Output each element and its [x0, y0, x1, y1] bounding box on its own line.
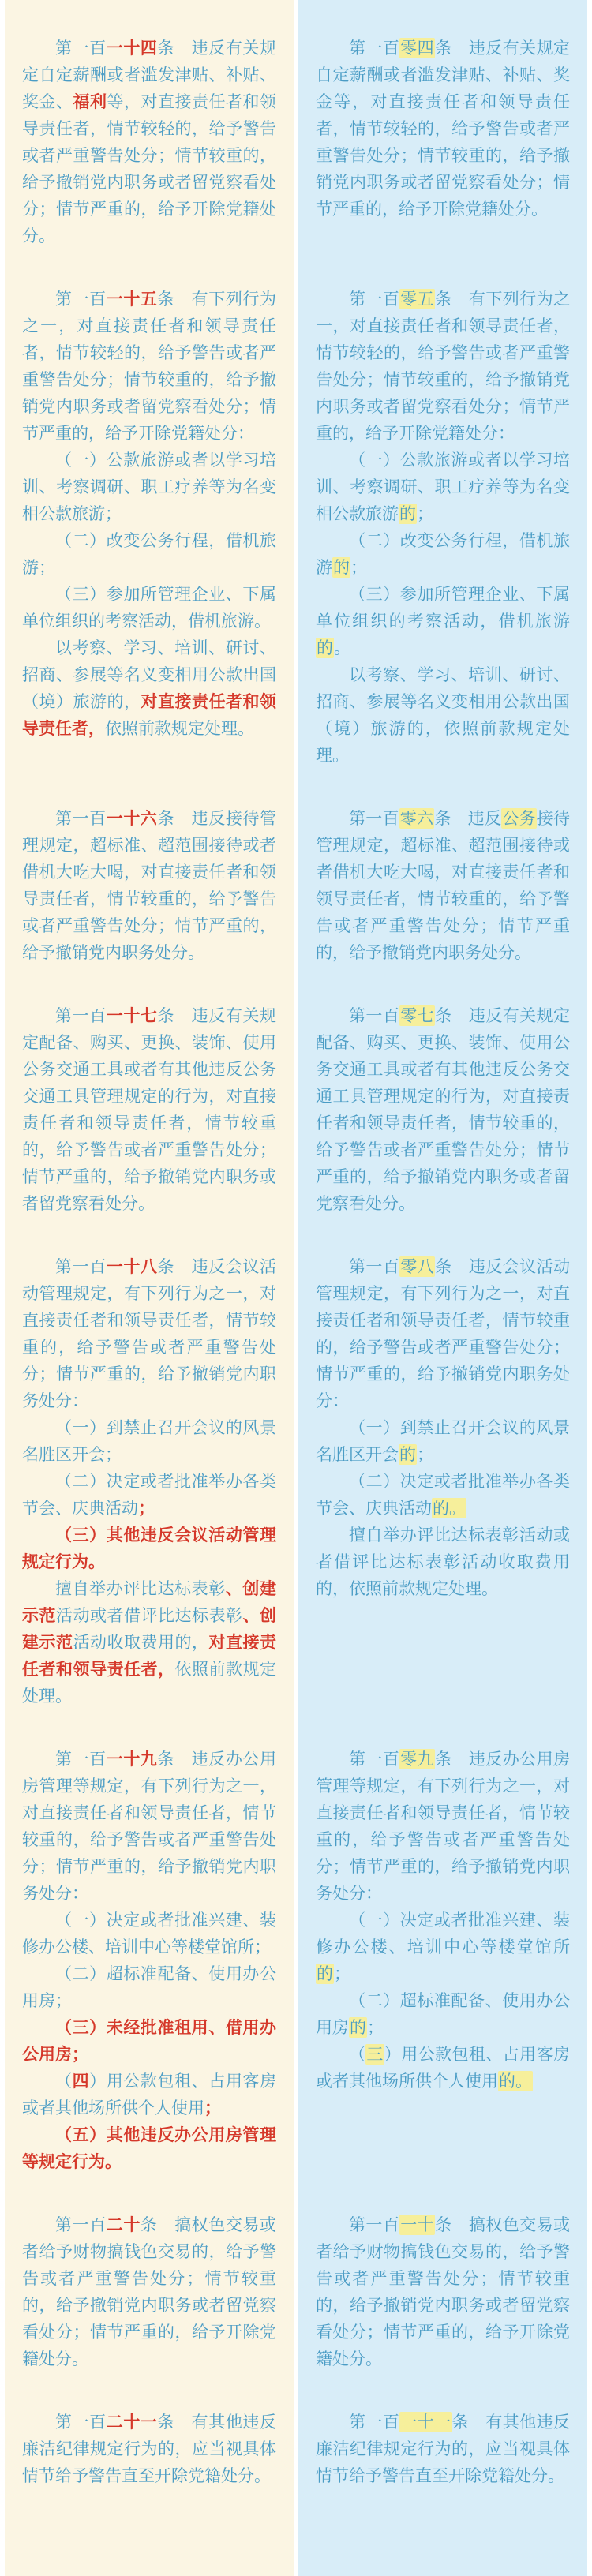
emphasis-removed-segment: 对直接责任者和领导责任者，	[22, 1633, 276, 1679]
emphasis-removed-segment: 一十五	[106, 290, 158, 309]
comparison-row	[5, 2211, 587, 2409]
article-paragraph	[22, 1907, 276, 1960]
text-segment: 第一百	[349, 2413, 400, 2432]
text-segment: 条 违反有关规定自定薪酬或者滥发津贴、补贴、奖金、	[22, 39, 276, 111]
highlight-added-segment: 零六	[399, 809, 434, 828]
article-paragraph	[22, 35, 276, 249]
article-paragraph	[22, 2409, 276, 2489]
article-block	[22, 1253, 276, 1709]
article-paragraph	[22, 1522, 276, 1575]
emphasis-removed-segment: （三）未经批准租用、借用办公用房；	[22, 2018, 276, 2064]
article-paragraph	[22, 1253, 276, 1414]
text-segment: ；	[350, 558, 367, 577]
old-version-cell	[5, 2409, 294, 2576]
emphasis-removed-segment: 二十	[106, 2215, 141, 2234]
article-block	[22, 2211, 276, 2372]
text-segment: 第一百	[349, 39, 400, 58]
comparison-row	[5, 0, 587, 286]
highlight-added-segment: 的	[399, 1445, 416, 1464]
article-paragraph	[316, 1522, 570, 1602]
article-paragraph	[316, 527, 570, 581]
emphasis-removed-segment: 二十一	[106, 2413, 158, 2432]
article-paragraph	[22, 581, 276, 635]
comparison-row	[5, 1002, 587, 1253]
emphasis-removed-segment: 一十六	[106, 809, 158, 828]
highlight-added-segment: 三	[366, 2045, 384, 2064]
new-version-cell	[298, 286, 587, 805]
article-block	[22, 35, 276, 249]
text-segment: 第一百	[55, 1006, 107, 1025]
text-segment: （二）改变公务行程，借机旅游；	[22, 531, 276, 577]
highlight-added-segment: 的	[399, 504, 416, 523]
article-paragraph	[22, 2211, 276, 2372]
article-block	[22, 805, 276, 966]
article-block	[22, 286, 276, 742]
highlight-added-segment: 的	[333, 558, 350, 577]
article-block	[316, 2409, 570, 2489]
emphasis-removed-segment: （五）其他违反办公用房管理等规定行为。	[22, 2125, 276, 2171]
text-segment: （二）超标准配备、使用办公用房；	[22, 1964, 276, 2010]
text-segment: 以考察、学习、培训、研讨、招商、参展等名义变相用公款出国（境）旅游的，	[22, 638, 276, 711]
old-version-cell	[5, 805, 294, 1002]
text-segment: （二）超标准配备、使用办公用房	[316, 1991, 570, 2037]
emphasis-removed-segment: 、创建示范	[22, 1579, 277, 1625]
text-segment: （	[349, 2045, 366, 2064]
text-segment: 条 违反会议活动管理规定，有下列行为之一，对直接责任者和领导责任者，情节较重的，给予警告或者严重警告处分；情节严重的，给予撤销党内职务处分：	[316, 1257, 571, 1410]
highlight-added-segment: 一十	[400, 2215, 435, 2234]
comparison-row	[5, 1746, 587, 2211]
comparison-table	[5, 0, 587, 2576]
text-segment: （一）决定或者批准兴建、装修办公楼、培训中心等楼堂馆所；	[22, 1911, 276, 1956]
article-paragraph	[22, 635, 276, 742]
text-segment: （二）决定或者批准举办各类节会、庆典活动	[316, 1472, 570, 1518]
text-segment: ；	[417, 1445, 433, 1464]
text-segment: 第一百	[349, 2215, 400, 2234]
article-paragraph	[22, 2121, 276, 2175]
text-segment: 条 有其他违反廉洁纪律规定行为的，应当视具体情节给予警告直至开除党籍处分。	[316, 2413, 570, 2485]
article-paragraph	[316, 2211, 570, 2372]
article-paragraph	[316, 1253, 570, 1414]
emphasis-removed-segment: 一十八	[106, 1257, 158, 1276]
article-block	[316, 1002, 570, 1217]
article-paragraph	[316, 1468, 570, 1522]
text-segment: 条 违反有关规定配备、购买、更换、装饰、使用公务交通工具或者有其他违反公务交通工具管理规定的行为，对直接责任者和领导责任者，情节较重的，给予警告或者严重警告处分；情节严重的，给予撤销党内职务或者留党察看处分。	[22, 1006, 276, 1213]
highlight-added-segment: 一十一	[400, 2413, 451, 2432]
text-segment: 条 违反会议活动管理规定，有下列行为之一，对直接责任者和领导责任者，情节较重的，给予警告或者严重警告处分；情节严重的，给予撤销党内职务处分：	[22, 1257, 276, 1410]
emphasis-removed-segment: （三）其他违反会议活动管理规定行为。	[22, 1526, 276, 1571]
new-version-cell	[298, 2409, 587, 2576]
highlight-added-segment: 零九	[400, 1750, 435, 1769]
text-segment: 依照前款规定处理。	[22, 1660, 276, 1705]
text-segment: 第一百	[349, 1750, 400, 1769]
comparison-row	[5, 286, 587, 805]
article-paragraph	[316, 1746, 570, 1907]
text-segment: 第一百	[55, 290, 107, 309]
text-segment: 条 违反接待管理规定，超标准、超范围接待或者借机大吃大喝，对直接责任者和领导责任者，情节较重的，给予警告或者严重警告处分；情节严重的，给予撤销党内职务处分。	[22, 809, 276, 962]
text-segment: 接待管理规定，超标准、超范围接待或者借机大吃大喝，对直接责任者和领导责任者，情节较重的，给予警告或者严重警告处分；情节严重的，给予撤销党内职务处分。	[316, 809, 570, 962]
highlight-added-segment: 零四	[400, 39, 435, 58]
article-paragraph	[316, 2409, 570, 2489]
emphasis-removed-segment: ；	[138, 1499, 155, 1518]
text-segment: （三）参加所管理企业、下属单位组织的考察活动，借机旅游	[316, 585, 570, 631]
article-block	[22, 1002, 276, 1217]
article-paragraph	[316, 286, 570, 447]
comparison-row	[5, 805, 587, 1002]
text-segment: ；	[334, 1964, 350, 1983]
text-segment: （一）公款旅游或者以学习培训、考察调研、职工疗养等为名变相公款旅游	[316, 451, 570, 523]
emphasis-removed-segment: 、创建示范	[22, 1606, 276, 1652]
old-version-cell	[5, 2211, 294, 2409]
text-segment: 第一百	[349, 1257, 400, 1276]
old-version-cell	[5, 1002, 294, 1253]
text-segment: 条 违反	[434, 809, 502, 828]
text-segment: 第一百	[55, 2413, 107, 2432]
article-block	[22, 2409, 276, 2489]
text-segment: 条 搞权色交易或者给予财物搞钱色交易的，给予警告或者严重警告处分；情节较重的，给予撤销党内职务或者留党察看处分；情节严重的，给予开除党籍处分。	[316, 2215, 571, 2368]
article-paragraph	[316, 1414, 570, 1468]
article-paragraph	[22, 1468, 276, 1522]
text-segment: 第一百	[349, 1006, 400, 1025]
article-paragraph	[22, 286, 276, 447]
text-segment: （二）决定或者批准举办各类节会、庆典活动	[22, 1472, 276, 1518]
text-segment: 条 有其他违反廉洁纪律规定行为的，应当视具体情节给予警告直至开除党籍处分。	[22, 2413, 276, 2485]
article-block	[316, 2211, 570, 2372]
text-segment: （一）到禁止召开会议的风景名胜区开会；	[22, 1418, 276, 1464]
article-block	[316, 286, 570, 769]
text-segment: 擅自举办评比达标表彰	[55, 1579, 226, 1598]
new-version-cell	[298, 1746, 587, 2211]
new-version-cell	[298, 805, 587, 1002]
text-segment: 。	[334, 638, 350, 657]
highlight-added-segment: 零八	[400, 1257, 435, 1276]
text-segment: 第一百	[55, 2215, 107, 2234]
text-segment: （二）改变公务行程，借机旅游	[316, 531, 570, 577]
highlight-added-segment: 零七	[400, 1006, 435, 1025]
emphasis-removed-segment: 四	[72, 2072, 90, 2091]
text-segment: 第一百	[55, 809, 107, 828]
article-paragraph	[22, 2068, 276, 2121]
article-block	[316, 35, 570, 223]
comparison-row	[5, 2409, 587, 2576]
text-segment: ）用公款包租、占用客房或者其他场所供个人使用	[22, 2072, 277, 2117]
article-block	[22, 1746, 276, 2175]
highlight-added-segment: 公务	[502, 809, 536, 828]
new-version-cell	[298, 1253, 587, 1746]
emphasis-removed-segment: ；	[204, 2099, 221, 2117]
article-paragraph	[316, 1002, 570, 1217]
emphasis-removed-segment: 对直接责任者和领导责任者，	[22, 692, 276, 738]
article-block	[316, 805, 570, 966]
emphasis-removed-segment: 一十七	[106, 1006, 158, 1025]
article-paragraph	[316, 661, 570, 769]
text-segment: （一）公款旅游或者以学习培训、考察调研、职工疗养等为名变相公款旅游；	[22, 451, 276, 523]
highlight-added-segment: 的	[317, 638, 333, 657]
text-segment: 条 违反办公用房管理等规定，有下列行为之一，对直接责任者和领导责任者，情节较重的，给予警告或者严重警告处分；情节严重的，给予撤销党内职务处分：	[316, 1750, 571, 1903]
old-version-cell	[5, 0, 294, 286]
article-paragraph	[316, 1987, 570, 2041]
text-segment: ）用公款包租、占用客房或者其他场所供个人使用	[316, 2045, 571, 2091]
article-paragraph	[22, 1575, 276, 1709]
article-paragraph	[316, 2041, 570, 2095]
text-segment: 第一百	[349, 809, 399, 828]
highlight-added-segment: 的	[350, 2018, 366, 2037]
text-segment: 第一百	[349, 290, 400, 309]
old-version-cell	[5, 286, 294, 805]
text-segment: 条 有下列行为之一，对直接责任者和领导责任者，情节较轻的，给予警告或者严重警告处分；情节较重的，给予撤销党内职务或者留党察看处分；情节严重的，给予开除党籍处分：	[316, 290, 571, 443]
highlight-added-segment: 的。	[499, 2072, 532, 2091]
old-version-cell	[5, 1746, 294, 2211]
text-segment: 第一百	[55, 1257, 107, 1276]
highlight-added-segment: 的	[317, 1964, 333, 1983]
text-segment: （	[55, 2072, 73, 2091]
text-segment: （三）参加所管理企业、下属单位组织的考察活动，借机旅游。	[22, 585, 276, 631]
text-segment: （一）决定或者批准兴建、装修办公楼、培训中心等楼堂馆所	[316, 1911, 570, 1956]
article-paragraph	[22, 1002, 276, 1217]
comparison-row	[5, 1253, 587, 1746]
article-block	[316, 1746, 570, 2095]
article-paragraph	[22, 1960, 276, 2014]
text-segment: （一）到禁止召开会议的风景名胜区开会	[316, 1418, 570, 1464]
article-paragraph	[316, 35, 570, 223]
new-version-cell	[298, 1002, 587, 1253]
text-segment: 条 违反有关规定配备、购买、更换、装饰、使用公务交通工具或者有其他违反公务交通工具管理规定的行为，对直接责任者和领导责任者，情节较重的，给予警告或者严重警告处分；情节严重的，给予撤销党内职务或者留党察看处分。	[316, 1006, 571, 1213]
text-segment: 第一百	[55, 1750, 107, 1769]
article-paragraph	[316, 447, 570, 527]
emphasis-removed-segment: 福利	[73, 92, 107, 111]
text-segment: ；	[417, 504, 433, 523]
text-segment: 第一百	[55, 39, 107, 58]
new-version-cell	[298, 0, 587, 286]
article-paragraph	[316, 805, 570, 966]
text-segment: 活动收取费用的，	[73, 1633, 209, 1652]
text-segment: 条 有下列行为之一，对直接责任者和领导责任者，情节较轻的，给予警告或者严重警告处分；情节较重的，给予撤销党内职务或者留党察看处分；情节严重的，给予开除党籍处分：	[22, 290, 276, 443]
article-paragraph	[22, 1746, 276, 1907]
article-paragraph	[316, 1907, 570, 1987]
old-version-cell	[5, 1253, 294, 1746]
text-segment: 活动或者借评比达标表彰	[56, 1606, 243, 1625]
article-paragraph	[22, 447, 276, 527]
text-segment: 条 违反有关规定自定薪酬或者滥发津贴、补贴、奖金等，对直接责任者和领导责任者，情节较轻的，给予警告或者严重警告处分；情节较重的，给予撤销党内职务或者留党察看处分；情节严重的，给予开除党籍处分。	[316, 39, 571, 219]
text-segment: 以考察、学习、培训、研讨、招商、参展等名义变相用公款出国（境）旅游的，依照前款规定处理。	[316, 665, 570, 765]
article-paragraph	[316, 581, 570, 661]
text-segment: 条 搞权色交易或者给予财物搞钱色交易的，给予警告或者严重警告处分；情节较重的，给予撤销党内职务或者留党察看处分；情节严重的，给予开除党籍处分。	[22, 2215, 277, 2368]
text-segment: 依照前款规定处理。	[105, 719, 254, 738]
highlight-added-segment: 零五	[400, 290, 435, 309]
article-paragraph	[22, 805, 276, 966]
text-segment: ；	[367, 2018, 384, 2037]
text-segment: 擅自举办评比达标表彰活动或者借评比达标表彰活动收取费用的，依照前款规定处理。	[316, 1526, 570, 1598]
emphasis-removed-segment: 一十九	[106, 1750, 158, 1769]
article-paragraph	[22, 2014, 276, 2068]
text-segment: 等，对直接责任者和领导责任者，情节较轻的，给予警告或者严重警告处分；情节较重的，给予撤销党内职务或者留党察看处分；情节严重的，给予开除党籍处分。	[22, 92, 276, 245]
new-version-cell	[298, 2211, 587, 2409]
text-segment: 条 违反办公用房管理等规定，有下列行为之一，对直接责任者和领导责任者，情节较重的，给予警告或者严重警告处分；情节严重的，给予撤销党内职务处分：	[22, 1750, 276, 1903]
article-block	[316, 1253, 570, 1602]
emphasis-removed-segment: 一十四	[106, 39, 158, 58]
article-paragraph	[22, 527, 276, 581]
highlight-added-segment: 的。	[433, 1499, 466, 1518]
article-paragraph	[22, 1414, 276, 1468]
